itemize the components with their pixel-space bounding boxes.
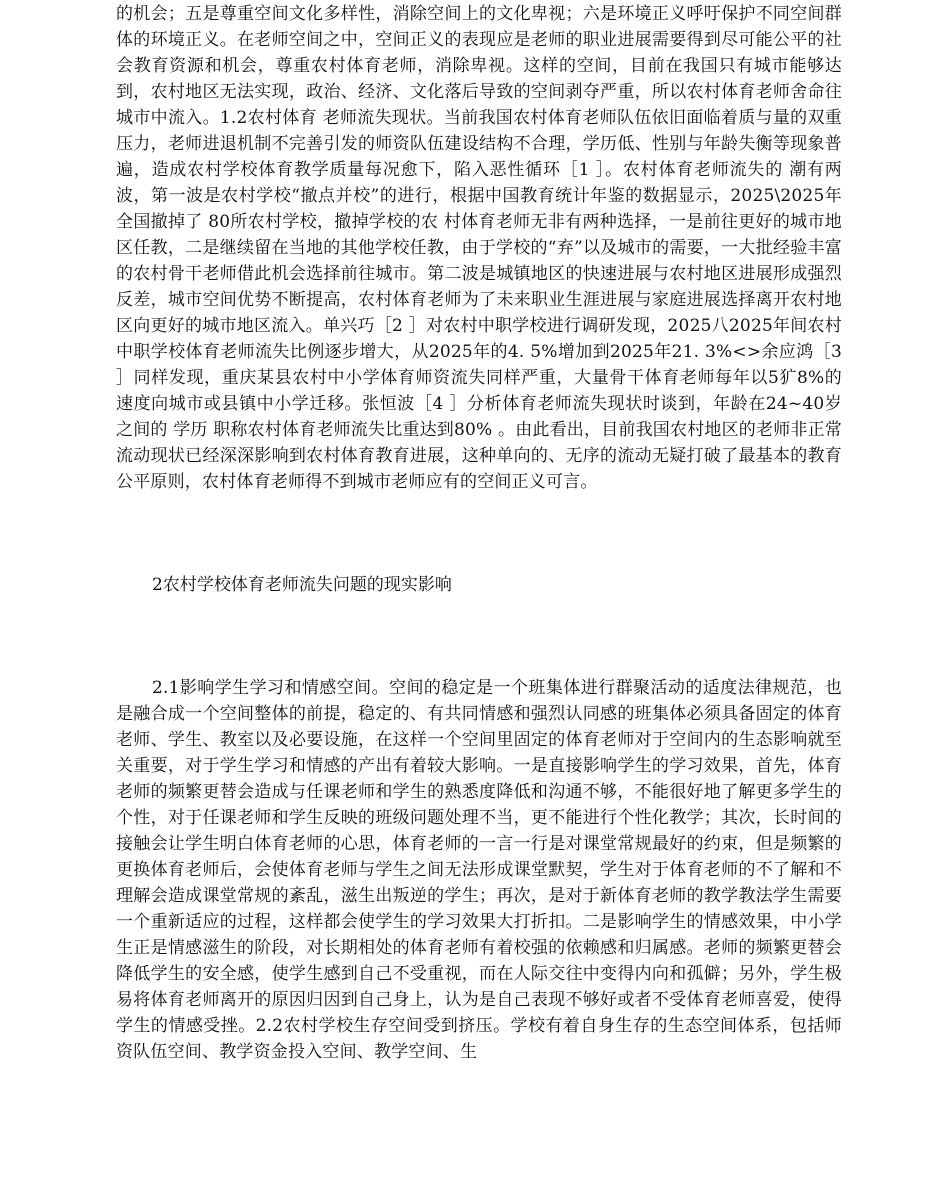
document-page: [116, 0, 842, 1192]
body-paragraph-1: 的机会；五是尊重空间文化多样性，消除空间上的文化卑视；六是环境正义呼吁保护不同空间群体的环境正义。在老师空间之中，空间正义的表现应是老师的职业进展需要得到尽可能公平的社会教育资源和机会，尊重农村体育老师，消除卑视。这样的空间，目前在我国只有城市能够达到，农村地区无法实现，政治、经济、文化落后导致的空间剥夺严重，所以农村体育老师舍命往城市中流入。1.2农村体育 老师流失现状。当前我国农村体育老师队伍依旧面临着质与量的双重压力，老师进退机制不完善引发的师资队伍建设结构不合理，学历低、性别与年龄失衡等现象普遍，造成农村学校体育教学质量每况愈下，陷入恶性循环［1 ］。农村体育老师流失的 潮有两波，第一波是农村学校“撤点并校”的进行，根据中国教育统计年鉴的数据显示，2025\2025年全国撤掉了 80所农村学校，撤掉学校的农 村体育老师无非有两种选择，一是前往更好的城市地区任教，二是继续留在当地的其他学校任教，由于学校的“弃”以及城市的需要，一大批经验丰富的农村骨干老师借此机会选择前往城市。第二波是城镇地区的快速进展与农村地区进展形成强烈反差，城市空间优势不断提高，农村体育老师为了未来职业生涯进展与家庭进展选择离开农村地区向更好的城市地区流入。单兴巧［2 ］对农村中职学校进行调研发现，2025八2025年间农村中职学校体育老师流失比例逐步增大，从2025年的4. 5%增加到2025年21. 3%<>余应鸿［3 ］同样发现，重庆某县农村中小学体育师资流失同样严重，大量骨干体育老师每年以5犷8%的速度向城市或县镇中小学迁移。张恒波［4 ］分析体育老师流失现状时谈到，年龄在24~40岁之间的 学历 职称农村体育老师流失比重达到80% 。由此看出，目前我国农村地区的老师非正常流动现状已经深深影响到农村体育教育进展，这种单向的、无序的流动无疑打破了最基本的教育公平原则，农村体育老师得不到城市老师应有的空间正义可言。: [116, 4, 842, 492]
body-paragraph-2: 2.1影响学生学习和情感空间。空间的稳定是一个班集体进行群聚活动的适度法律规范，也是融合成一个空间整体的前提，稳定的、有共同情感和强烈认同感的班集体必须具备固定的体育老师、学生、教室以及必要设施，在这样一个空间里固定的体育老师对于空间内的生态影响就至关重要，对于学生学习和情感的产出有着较大影响。一是直接影响学生的学习效果，首先，体育老师的频繁更替会造成与任课老师和学生的熟悉度降低和沟通不够，不能很好地了解更多学生的个性，对于任课老师和学生反映的班级问题处理不当，更不能进行个性化教学；其次，长时间的接触会让学生明白体育老师的心思，体育老师的一言一行是对课堂常规最好的约束，但是频繁的更换体育老师后，会使体育老师与学生之间无法形成课堂默契，学生对于体育老师的不了解和不理解会造成课堂常规的紊乱，滋生出叛逆的学生；再次，是对于新体育老师的教学教法学生需要一个重新适应的过程，这样都会使学生的学习效果大打折扣。二是影响学生的情感效果，中小学生正是情感滋生的阶段，对长期相处的体育老师有着校强的依赖感和归属感。老师的频繁更替会降低学生的安全感，使学生感到自己不受重视，而在人际交往中变得内向和孤僻；另外，学生极易将体育老师离开的原因归因到自己身上，认为是自己表现不够好或者不受体育老师喜爱，使得学生的情感受挫。2.2农村学校生存空间受到挤压。学校有着自身生存的生态空间体系，包括师资队伍空间、教学资金投入空间、教学空间、生: [116, 678, 842, 1062]
section-heading-2: 2农村学校体育老师流失问题的现实影响: [152, 575, 452, 595]
